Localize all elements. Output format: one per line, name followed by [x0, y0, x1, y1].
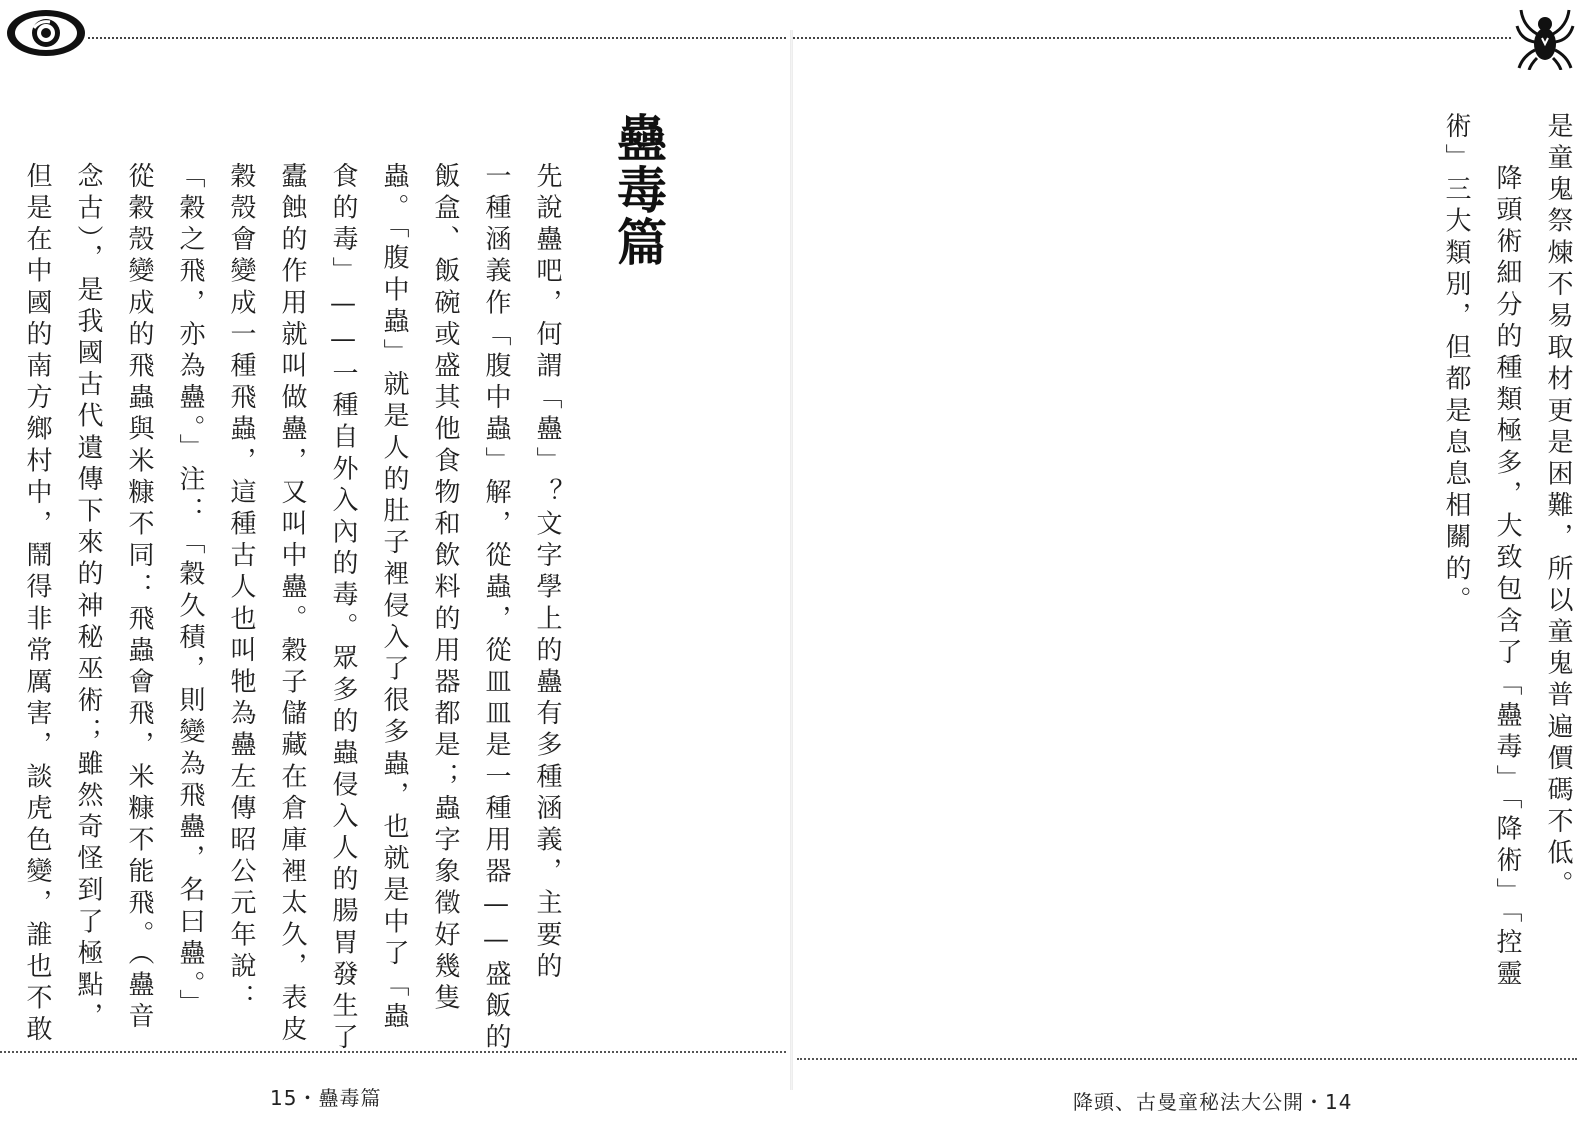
- text-column: 術」三大類別，但都是息息相關的。: [1441, 112, 1471, 618]
- footer-rule: [797, 1058, 1577, 1060]
- page-footer: 降頭、古曼童秘法大公開・14: [1073, 1090, 1353, 1114]
- text-column: 穀殼會變成一種飛蟲，這種古人也叫牠為蠱左傳昭公元年說：: [226, 162, 256, 1016]
- text-column: 食的毒」——一種自外入內的毒。眾多的蟲侵入人的腸胃發生了: [328, 162, 358, 1055]
- text-column: 「穀之飛，亦為蠱。」注：「穀久積，則變為飛蠱，名曰蠱。」: [175, 162, 205, 1021]
- right-page: [793, 0, 1581, 1122]
- header-rule: [793, 37, 1511, 39]
- eye-icon: [4, 6, 88, 60]
- text-column: 蟲。「腹中蟲」就是人的肚子裡侵入了很多蟲，也就是中了「蟲: [379, 162, 409, 1034]
- body-text: [1423, 112, 1581, 991]
- header-rule: [88, 37, 786, 39]
- text-column: 是童鬼祭煉不易取材更是困難，所以童鬼普遍價碼不低。: [1543, 112, 1573, 902]
- footer-rule: [0, 1051, 786, 1053]
- text-column: 飯盒、飯碗或盛其他食物和飲料的用器都是；蟲字象徵好幾隻: [430, 162, 460, 1016]
- text-column: 從穀殼變成的飛蟲與米糠不同：飛蟲會飛，米糠不能飛。（蠱音: [124, 162, 154, 1034]
- spider-icon: [1515, 4, 1575, 70]
- left-page: [0, 0, 790, 1122]
- page-footer: 15・蠱毒篇: [270, 1086, 382, 1110]
- text-column: 蠹蝕的作用就叫做蠱，又叫中蠱。穀子儲藏在倉庫裡太久，表皮: [277, 162, 307, 1047]
- text-column: 降頭術細分的種類極多，大致包含了「蠱毒」「降術」「控靈: [1492, 164, 1522, 992]
- body-text: [12, 162, 572, 1055]
- text-column: 先說蠱吧，何謂「蠱」？文字學上的蠱有多種涵義，主要的: [532, 162, 562, 984]
- text-column: 念古），是我國古代遺傳下來的神秘巫術；雖然奇怪到了極點，: [73, 162, 103, 1034]
- text-column: 但是在中國的南方鄉村中，鬧得非常厲害，談虎色變，誰也不敢: [22, 162, 52, 1047]
- chapter-title: 蠱毒篇: [609, 112, 668, 268]
- text-column: 一種涵義作「腹中蟲」解，從蟲，從皿皿是一種用器——盛飯的: [481, 162, 511, 1055]
